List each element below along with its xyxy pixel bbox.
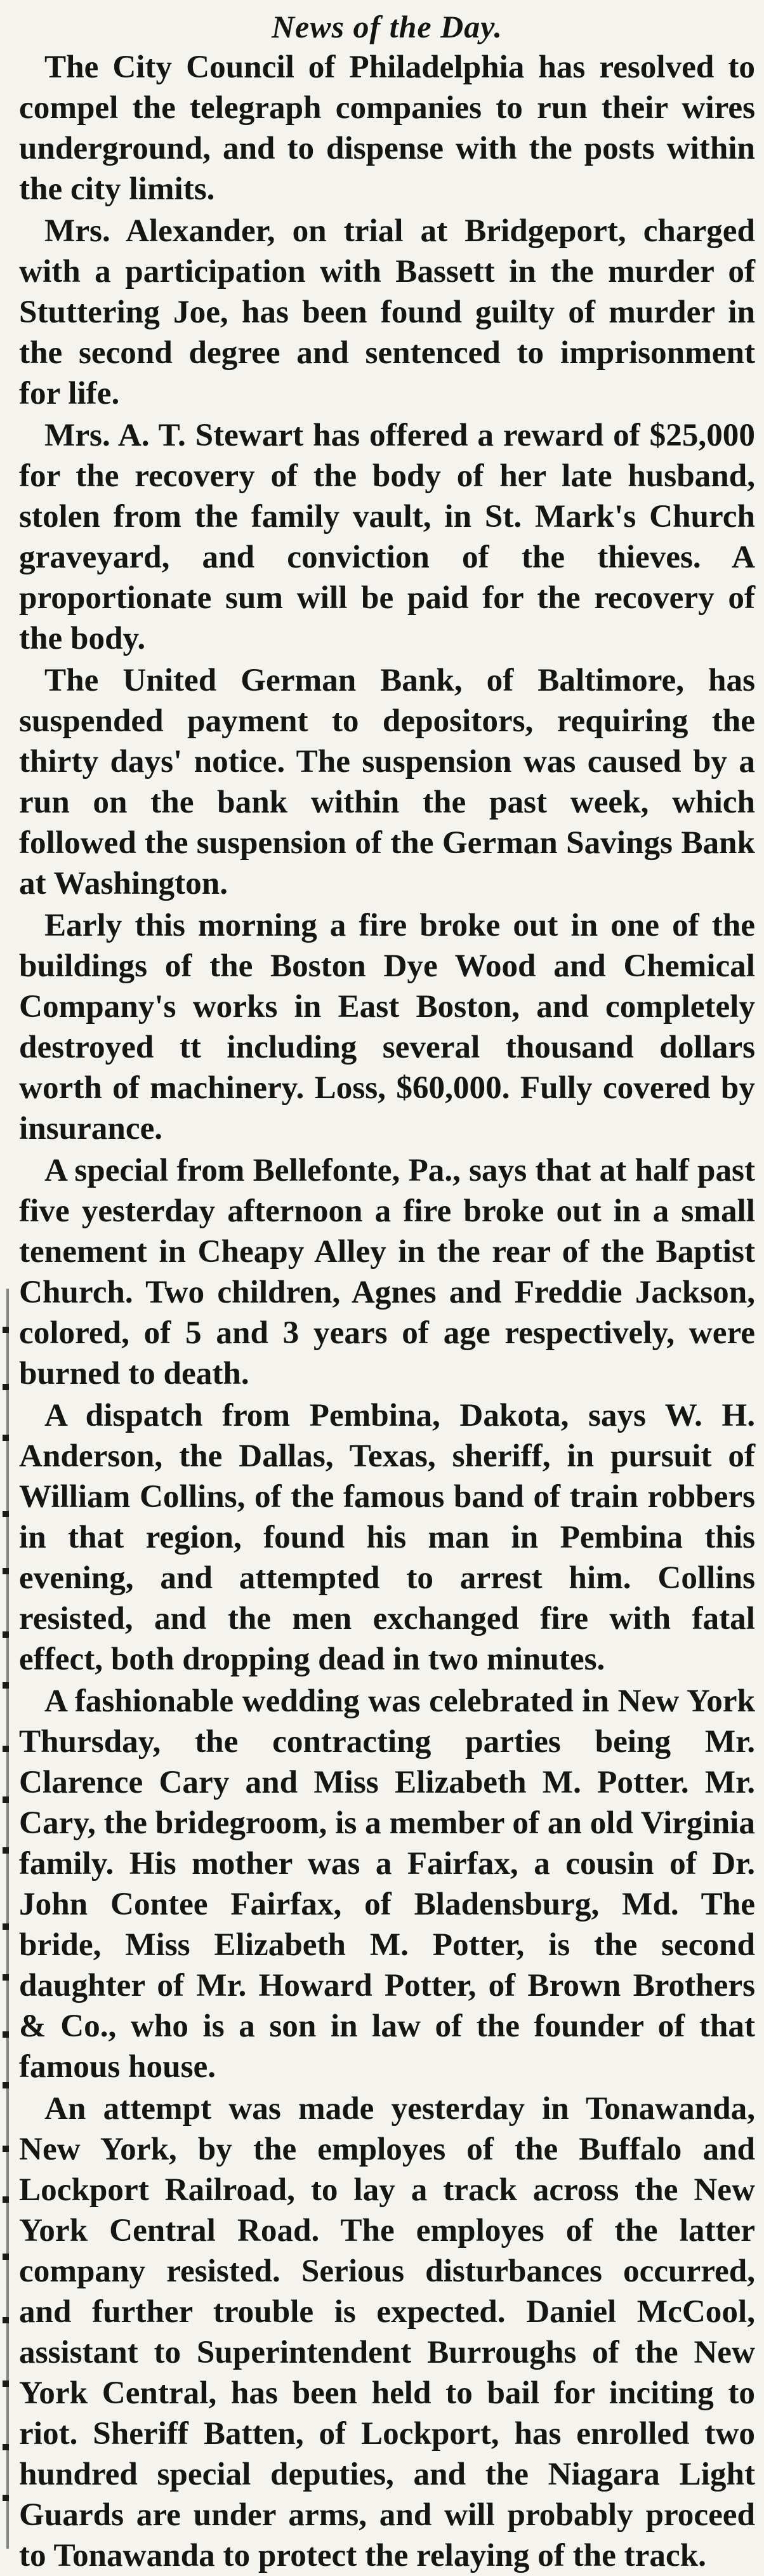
news-item-bridgeport-trial: Mrs. Alexander, on trial at Bridgeport, charged with a participation with Bassett in the murder of Stuttering Joe, has been found guilty of murder in the second degree and sentenced to imprisonment for life. <box>19 213 755 411</box>
news-item-german-bank: The United German Bank, of Baltimore, has suspended payment to depositors, requiring the thirty days' notice. The suspension was caused by a run on the bank within the past week, which followed the suspension of the German Savings Bank at Washington. <box>19 662 755 901</box>
news-item-stewart-reward: Mrs. A. T. Stewart has offered a reward of $25,000 for the recovery of the body of her late husband, stolen from the family vault, in St. Mark's Church graveyard, and conviction of the thieves. A proportionate sum will be paid for the recovery of the body. <box>19 417 755 656</box>
news-item-bellefonte-fire: A special from Bellefonte, Pa., says that at half past five yesterday afternoon a fire broke out in a small tenement in Cheapy Alley in the rear of the Baptist Church. Two children, Agnes and Freddie Jackson, colored, of 5 and 3 years of age respectively, were burned to death. <box>19 1152 755 1391</box>
news-column <box>19 8 755 2573</box>
news-item-boston-fire: Early this morning a fire broke out in one of the buildings of the Boston Dye Wood and Chemical Company's works in East Boston, and completely destroyed tt including several thousand dollars worth of machinery. Loss, $60,000. Fully covered by insurance. <box>19 907 755 1146</box>
adjacent-column-fragments <box>0 1301 15 2546</box>
news-item-pembina-dispatch: A dispatch from Pembina, Dakota, says W. H. Anderson, the Dallas, Texas, sheriff, in pursuit of William Collins, of the famous band of train robbers in that region, found his man in Pembina this evening, and attempted to arrest him. Collins resisted, and the men exchanged fire with fatal effect, both dropping dead in two minutes. <box>19 1397 755 1677</box>
news-item-tonawanda-railroad: An attempt was made yesterday in Tonawanda, New York, by the employes of the Buffalo and Lockport Railroad, to lay a track across the New York Central Road. The employes of the latter company resisted. Serious disturbances occurred, and further trouble is expected. Daniel McCool, assistant to Superintendent Burroughs of the New York Central, has been held to bail for inciting to riot. Sheriff Batten, of Lockport, has enrolled two hundred special deputies, and the Niagara Light Guards are under arms, and will probably proceed to Tonawanda to protect the relaying of the track. <box>19 2090 755 2573</box>
headline: News of the Day. <box>271 9 503 44</box>
news-item-new-york-wedding: A fashionable wedding was celebrated in New York Thursday, the contracting parties being Mr. Clarence Cary and Miss Elizabeth M. Potter. Mr. Cary, the bridegroom, is a member of an old Virginia family. His mother was a Fairfax, a cousin of Dr. John Contee Fairfax, of Bladensburg, Md. The bride, Miss Elizabeth M. Potter, is the second daughter of Mr. Howard Potter, of Brown Brothers & Co., who is a son in law of the founder of that famous house. <box>19 1683 755 2085</box>
news-item-philadelphia-telegraph: The City Council of Philadelphia has resolved to compel the telegraph companies to run their wires underground, and to dispense with the posts within the city limits. <box>19 49 755 207</box>
